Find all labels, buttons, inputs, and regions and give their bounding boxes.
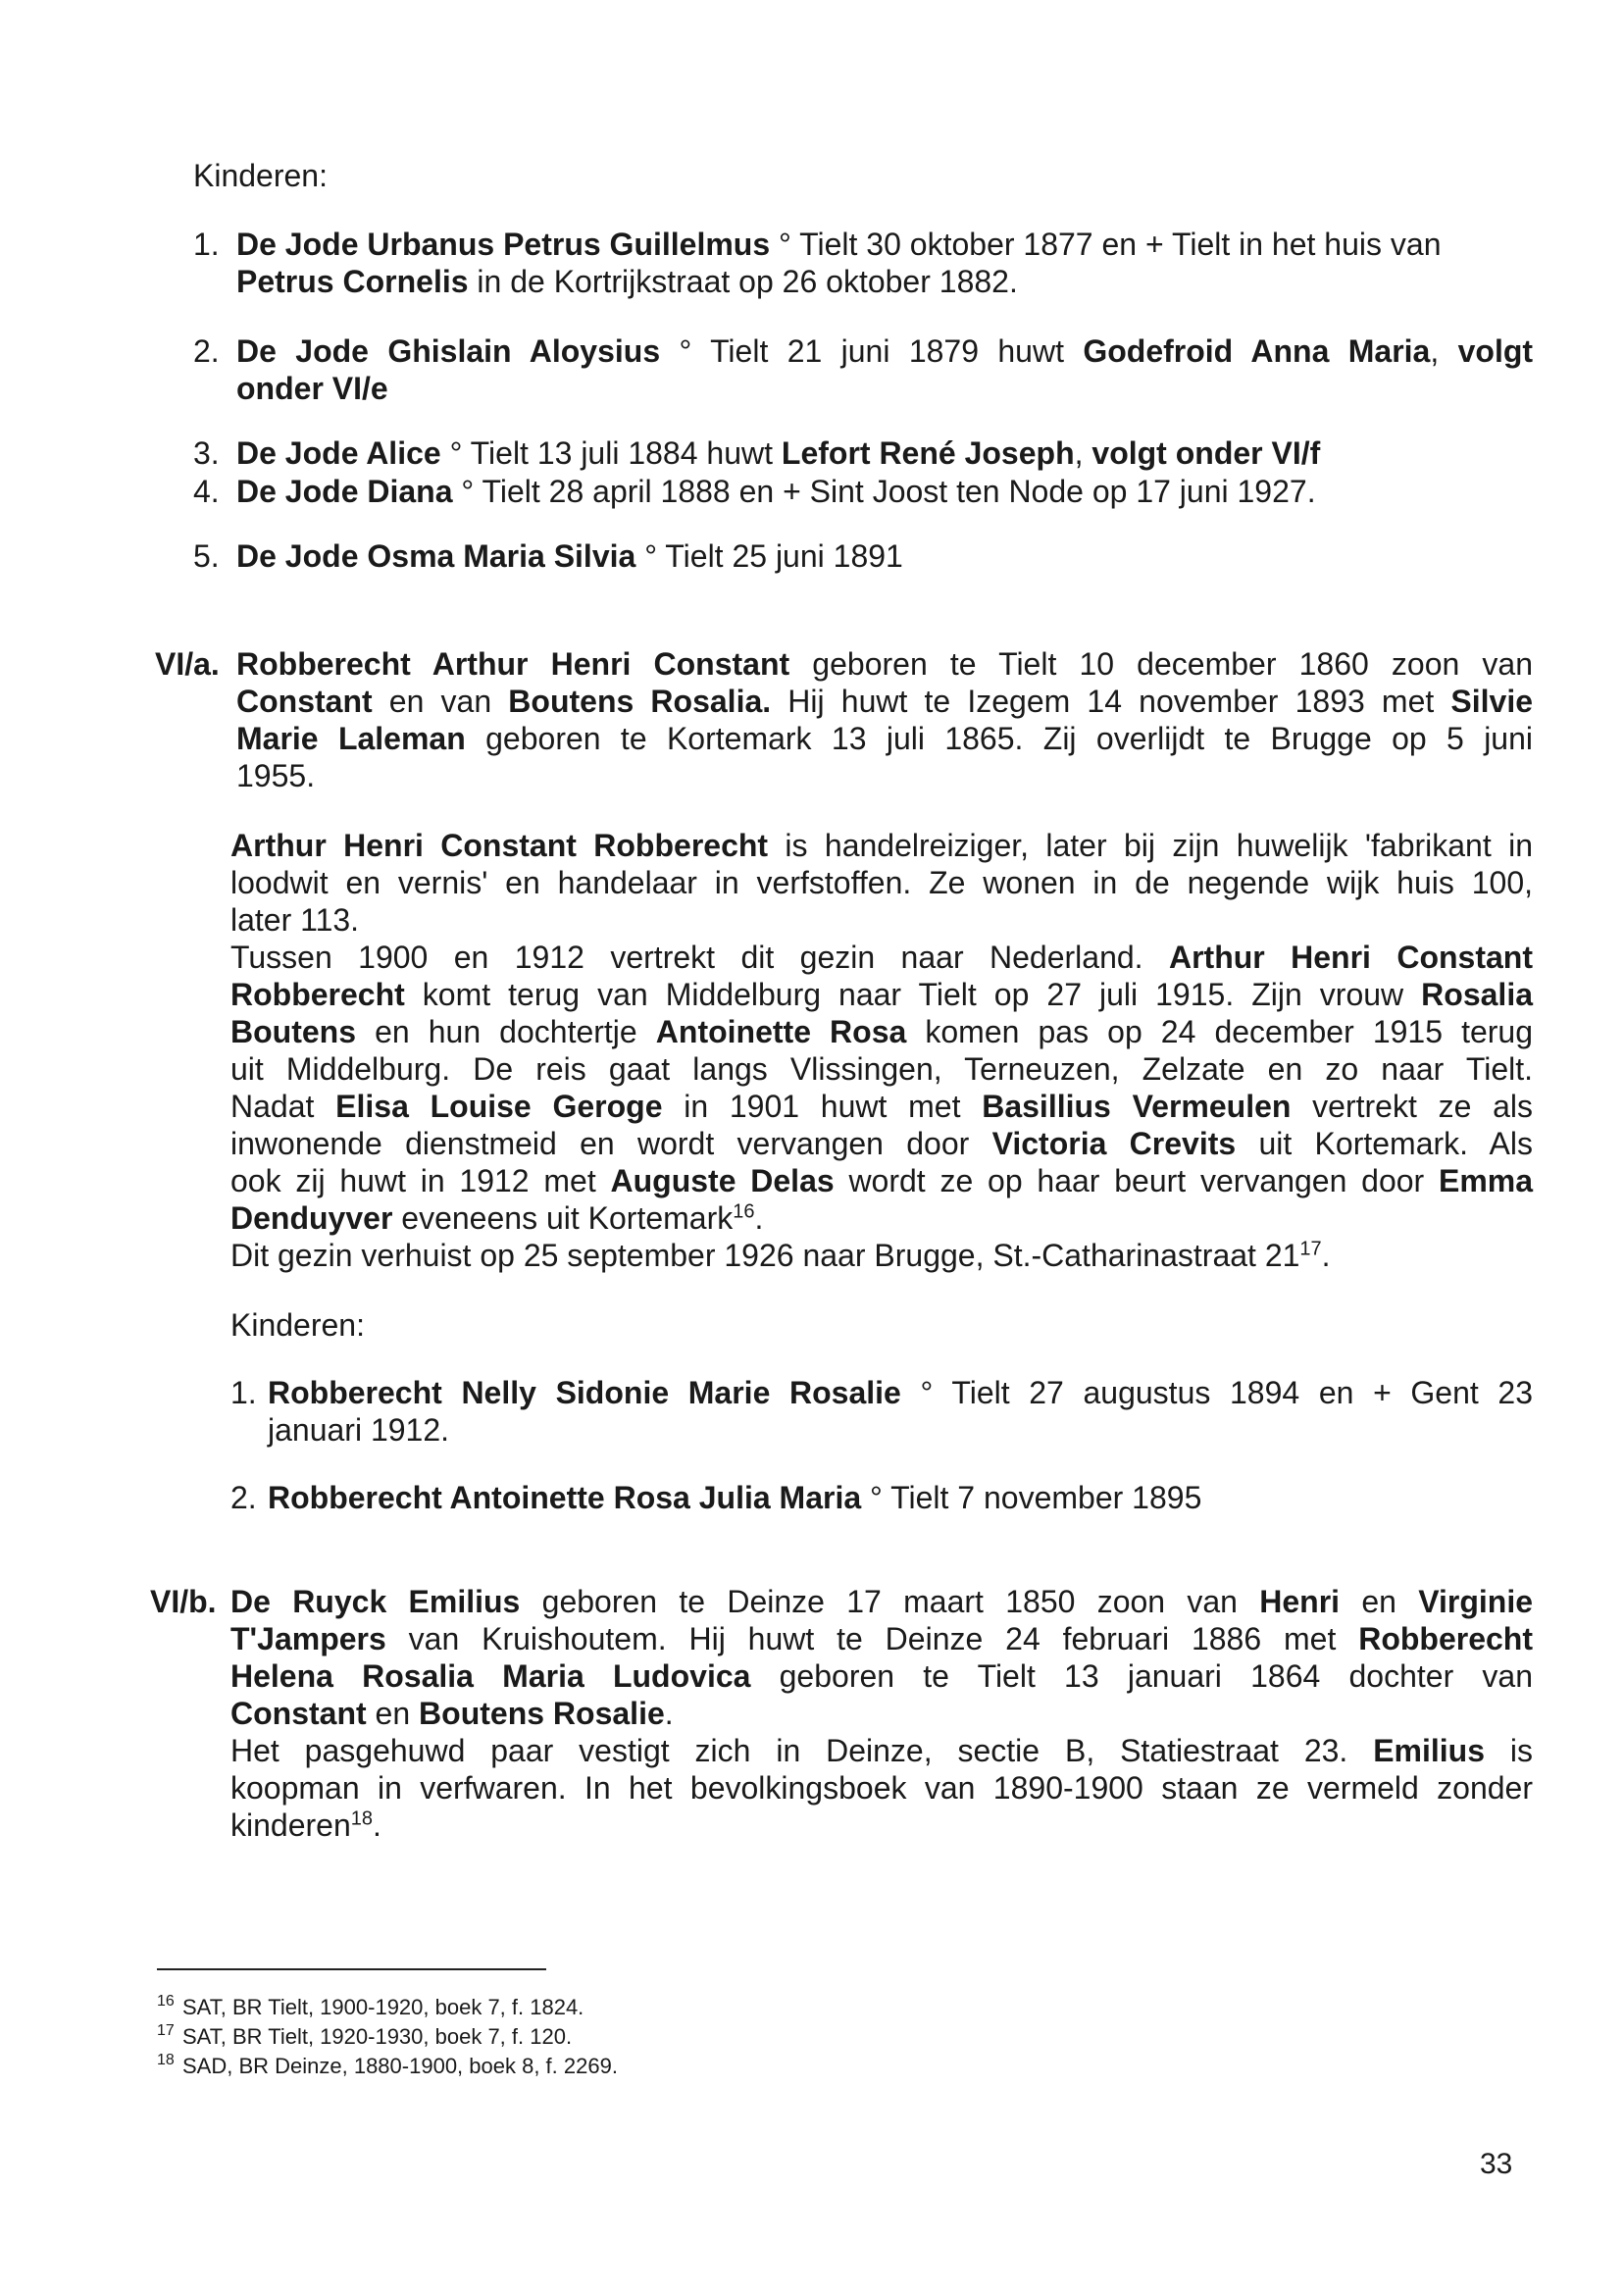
list-item: De Jode Osma Maria Silvia ° Tielt 25 juni 1891	[236, 538, 903, 574]
paragraph-line: Arthur Henri Constant Robberecht is handelreiziger, later bij zijn huwelijk 'fabrikant in	[230, 828, 1534, 863]
list-item-continuation: Petrus Cornelis in de Kortrijkstraat op 26 oktober 1882.	[236, 264, 1018, 299]
list-number: 5.	[193, 538, 220, 574]
paragraph-line: Constant en Boutens Rosalie.	[230, 1696, 674, 1731]
paragraph-line: kinderen$^{18}$.	[230, 1807, 381, 1843]
kinderen-heading-top: Kinderen:	[193, 158, 328, 193]
list-item-continuation: januari 1912.	[268, 1412, 450, 1448]
paragraph-line: Constant en van Boutens Rosalia. Hij huwt te Izegem 14 november 1893 met Silvie	[236, 684, 1534, 719]
kinderen-heading-vla: Kinderen:	[230, 1307, 365, 1343]
list-item-continuation: onder VI/e	[236, 371, 388, 406]
document-page: Kinderen: 1. De Jode Urbanus Petrus Guillelmus ° Tielt 30 oktober 1877 en + Tielt in het huis van Petrus Cornelis in de Kortrijkstraat op 26 oktober 1882. 2. De Jode Ghislain Aloysius ° Tielt 21 juni 1879 huwt Godefroid Anna Maria, volgt onder VI/e 3. De Jode Alice ° Tielt 13 juli 1884 huwt Lefort René Joseph, volgt onder VI/f 4. De Jode Diana ° Tielt 28 april 1888 en + Sint Joost ten Node op 17 juni 1927. 5. De Jode Osma Maria Silvia ° Tielt 25 juni 1891 VI/a. Robberecht Arthur Henri Constant geboren te Tielt 10 december 1860 zoon van Constant en van Boutens Rosalia. Hij huwt te Izegem 14 november 1893 met Silvie Marie Laleman geboren te Kortemark 13 juli 1865. Zij overlijdt te Brugge op 5 juni 1955. Arthur Henri Constant Robberecht is handelreiziger, later bij zijn huwelijk 'fabrikant in loodwit en vernis' en handelaar in verfstoffen. Ze wonen in de negende wijk huis 100, later 113. Tussen 1900 en 1912 vertrekt dit gezin naar Nederland. Arthur Henri Constant Robberecht komt terug van Middelburg naar Tielt op 27 juli 1915. Zijn vrouw Rosalia Boutens en hun dochtertje Antoinette Rosa komen pas op 24 december 1915 terug uit Middelburg. De reis gaat langs Vlissingen, Terneuzen, Zelzate en zo naar Tielt. Nadat Elisa Louise Geroge in 1901 huwt met Basillius Vermeulen vertrekt ze als inwonende dienstmeid en wordt vervangen door Victoria Crevits uit Kortemark. Als ook zij huwt in 1912 met Auguste Delas wordt ze op haar beurt vervangen door Emma Denduyver eveneens uit Kortemark$^{16}$. Dit gezin verhuist op 25 september 1926 naar Brugge, St.-Catharinastraat $21^{17}$. Kinderen: 1. Robberecht Nelly Sidonie Marie Rosalie ° Tielt 27 augustus 1894 en + Gent 23 januari 1912. 2. Robberecht Antoinette Rosa Julia Maria ° Tielt 7 november 1895 VI/b. De Ruyck Emilius geboren te Deinze 17 maart 1850 zoon van Henri en Virginie T'Jampers van Kruishoutem. Hij huwt te Deinze 24 februari 1886 met Robberecht Helena Rosalia Maria Ludovica geboren te Tielt 13 januari 1864 dochter van Constant en Boutens Rosalie. Het pasgehuwd paar vestigt zich in Deinze, sectie B, Statiestraat 23. Emilius is koopman in verfwaren. In het bevolkingsboek van 1890-1900 staan ze vermeld zonder kinderen$^{18}$. 16 SAT, BR Tielt, 1900-1920, boek 7, f. 1824. 17 SAT, BR Tielt, 1920-1930, boek 7, f. 120. 18 SAD, BR Deinze, 1880-1900, boek 8, f. 2269. 33	[0, 0, 1624, 2291]
list-item: De Jode Alice ° Tielt 13 juli 1884 huwt Lefort René Joseph, volgt onder VI/f	[236, 435, 1321, 471]
list-number: 2.	[193, 333, 220, 369]
list-item: De Jode Urbanus Petrus Guillelmus ° Tielt 30 oktober 1877 en + Tielt in het huis van	[236, 227, 1442, 262]
section-label-vlb: VI/b.	[150, 1584, 217, 1619]
list-number: 2.	[230, 1480, 257, 1515]
paragraph-line: Nadat Elisa Louise Geroge in 1901 huwt met Basillius Vermeulen vertrekt ze als	[230, 1089, 1534, 1124]
list-number: 4.	[193, 474, 220, 509]
paragraph-line: Robberecht Arthur Henri Constant geboren te Tielt 10 december 1860 zoon van	[236, 646, 1534, 682]
footnote-ref: 17	[1299, 1238, 1322, 1260]
list-number: 3.	[193, 435, 220, 471]
footnote-ref: 18	[350, 1807, 373, 1830]
section-label-vla: VI/a.	[155, 646, 220, 682]
paragraph-line: koopman in verfwaren. In het bevolkingsboek van 1890-1900 staan ze vermeld zonder	[230, 1770, 1533, 1806]
paragraph-line: Tussen 1900 en 1912 vertrekt dit gezin naar Nederland. Arthur Henri Constant	[230, 940, 1534, 975]
footnote-separator	[157, 1968, 546, 1970]
paragraph-line: De Ruyck Emilius geboren te Deinze 17 maart 1850 zoon van Henri en Virginie	[230, 1584, 1534, 1619]
list-item: Robberecht Nelly Sidonie Marie Rosalie ° Tielt 27 augustus 1894 en + Gent 23	[268, 1375, 1534, 1410]
paragraph-line: Helena Rosalia Maria Ludovica geboren te Tielt 13 januari 1864 dochter van	[230, 1658, 1534, 1694]
list-item: De Jode Ghislain Aloysius ° Tielt 21 juni 1879 huwt Godefroid Anna Maria, volgt	[236, 333, 1534, 369]
list-number: 1.	[193, 227, 220, 262]
paragraph-line: Boutens en hun dochtertje Antoinette Rosa komen pas op 24 december 1915 terug	[230, 1014, 1534, 1049]
footnote-ref: 16	[733, 1200, 755, 1223]
page-number: 33	[1480, 2148, 1513, 2180]
paragraph-line: uit Middelburg. De reis gaat langs Vlissingen, Terneuzen, Zelzate en zo naar Tielt.	[230, 1051, 1533, 1087]
paragraph-line: Denduyver eveneens uit Kortemark$^{16}$.	[230, 1200, 764, 1236]
list-item: Robberecht Antoinette Rosa Julia Maria ° Tielt 7 november 1895	[268, 1480, 1202, 1515]
paragraph-line: ook zij huwt in 1912 met Auguste Delas wordt ze op haar beurt vervangen door Emma	[230, 1163, 1534, 1198]
paragraph-line: Robberecht komt terug van Middelburg naar Tielt op 27 juli 1915. Zijn vrouw Rosalia	[230, 977, 1533, 1012]
paragraph-line: Marie Laleman geboren te Kortemark 13 juli 1865. Zij overlijdt te Brugge op 5 juni	[236, 721, 1534, 756]
paragraph-line: Het pasgehuwd paar vestigt zich in Deinze, sectie B, Statiestraat 23. Emilius is	[230, 1733, 1534, 1768]
list-number: 1.	[230, 1375, 257, 1410]
paragraph-line: Dit gezin verhuist op 25 september 1926 naar Brugge, St.-Catharinastraat $21^{17}$.	[230, 1238, 1331, 1273]
paragraph-line: T'Jampers van Kruishoutem. Hij huwt te Deinze 24 februari 1886 met Robberecht	[230, 1621, 1533, 1656]
paragraph-line: later 113.	[230, 902, 360, 938]
paragraph-line: loodwit en vernis' en handelaar in verfstoffen. Ze wonen in de negende wijk huis 100,	[230, 865, 1533, 900]
paragraph-line: inwonende dienstmeid en wordt vervangen door Victoria Crevits uit Kortemark. Als	[230, 1126, 1534, 1161]
paragraph-line: 1955.	[236, 758, 316, 793]
list-item: De Jode Diana ° Tielt 28 april 1888 en + Sint Joost ten Node op 17 juni 1927.	[236, 474, 1316, 509]
